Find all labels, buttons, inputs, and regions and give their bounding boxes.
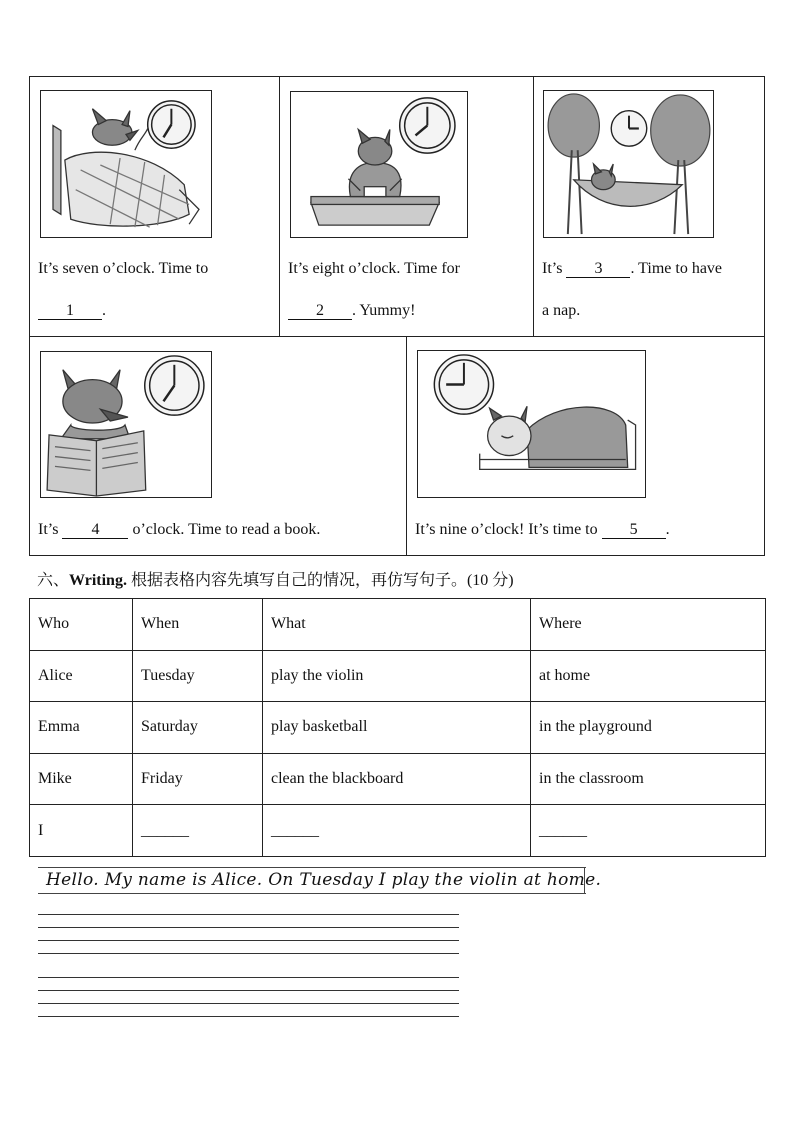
cell-when-blank[interactable]: ______	[133, 805, 263, 857]
clock-icon	[400, 98, 455, 153]
fox-icon	[488, 406, 531, 455]
header-where: Where	[531, 599, 766, 651]
writing-line[interactable]	[38, 940, 459, 941]
writing-line[interactable]	[38, 914, 459, 915]
caption-1: It’s seven o’clock. Time to	[38, 260, 209, 277]
table-header-row	[30, 599, 766, 651]
writing-line[interactable]	[38, 927, 459, 928]
fox-icon	[61, 370, 130, 439]
caption-3: It’s 3 . Time to have	[542, 260, 723, 277]
cell-where-blank[interactable]: ______	[531, 805, 766, 857]
cell-what: play basketball	[263, 702, 531, 754]
cell-who: Alice	[30, 650, 133, 702]
table-icon	[311, 197, 439, 226]
picture-read-book	[40, 351, 212, 498]
caption-3-line2: a nap.	[542, 302, 581, 319]
answer-blank-2[interactable]: 2	[288, 302, 352, 320]
caption-1-blank: 1 .	[38, 302, 106, 320]
writing-table	[29, 598, 766, 857]
answer-blank-1[interactable]: 1	[38, 302, 102, 320]
cell-who: Emma	[30, 702, 133, 754]
cell-where: in the classroom	[531, 753, 766, 805]
divider	[533, 76, 534, 337]
header-when: When	[133, 599, 263, 651]
fox-icon	[348, 129, 401, 196]
writing-line[interactable]	[38, 990, 459, 991]
picture-nap	[543, 90, 714, 238]
example-sentence-text: Hello. My name is Alice. On Tuesday I play the violin at home.	[46, 870, 602, 890]
answer-blank-4[interactable]: 4	[62, 521, 128, 539]
cell-who: I	[30, 805, 133, 857]
answer-blank-5[interactable]: 5	[602, 521, 666, 539]
clock-icon	[145, 356, 204, 415]
table-row	[30, 650, 766, 702]
cell-where: in the playground	[531, 702, 766, 754]
book-icon	[47, 431, 146, 496]
header-who: Who	[30, 599, 133, 651]
section-heading: 六、Writing. 根据表格内容先填写自己的情况，再仿写句子。(10 分)	[37, 572, 514, 589]
clock-icon	[434, 355, 493, 414]
caption-2-blank: 2 . Yummy!	[288, 302, 415, 320]
hammock-icon	[574, 164, 683, 206]
divider	[279, 76, 280, 337]
clock-icon	[611, 111, 647, 147]
cell-what: clean the blackboard	[263, 753, 531, 805]
cell-where: at home	[531, 650, 766, 702]
cell-when: Tuesday	[133, 650, 263, 702]
example-sentence	[38, 866, 602, 896]
writing-line[interactable]	[38, 1003, 459, 1004]
cell-when: Friday	[133, 753, 263, 805]
divider	[406, 336, 407, 556]
picture-seven-oclock	[40, 90, 212, 238]
cell-when: Saturday	[133, 702, 263, 754]
table-row	[30, 702, 766, 754]
caption-5: It’s nine o’clock! It’s time to 5 .	[415, 521, 670, 538]
answer-blank-3[interactable]: 3	[566, 260, 630, 278]
picture-eight-oclock	[290, 91, 468, 238]
header-what: What	[263, 599, 531, 651]
caption-2: It’s eight o’clock. Time for	[288, 260, 460, 277]
writing-line[interactable]	[38, 977, 459, 978]
writing-line[interactable]	[38, 1016, 459, 1017]
fox-icon	[92, 109, 147, 150]
table-row	[30, 753, 766, 805]
cell-what: play the violin	[263, 650, 531, 702]
writing-line[interactable]	[38, 953, 459, 954]
cell-what-blank[interactable]: ______	[263, 805, 531, 857]
table-row-self	[30, 805, 766, 857]
clock-icon	[148, 101, 195, 148]
picture-nine-oclock	[417, 350, 646, 498]
cell-who: Mike	[30, 753, 133, 805]
caption-4: It’s 4 o’clock. Time to read a book.	[38, 521, 321, 538]
